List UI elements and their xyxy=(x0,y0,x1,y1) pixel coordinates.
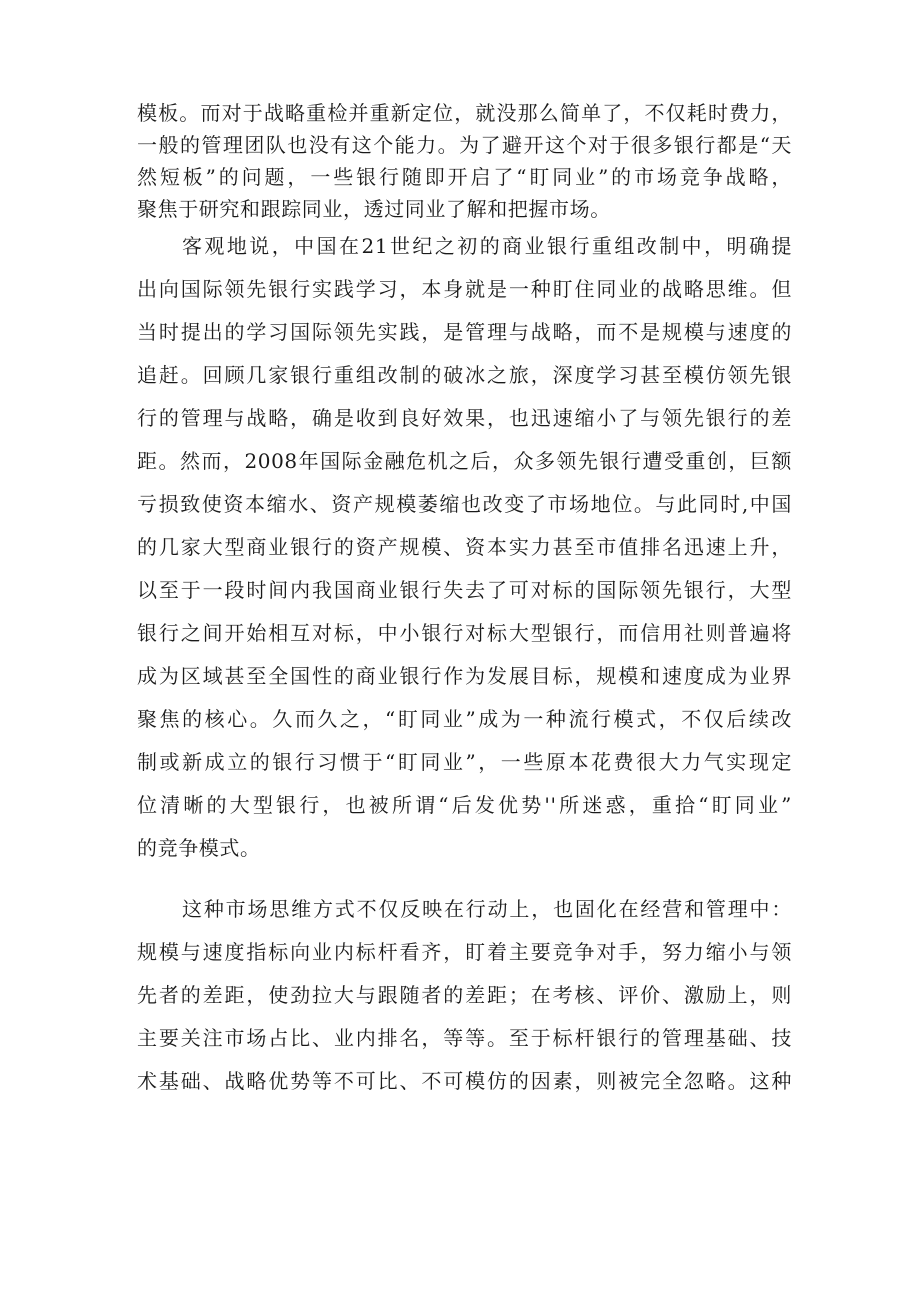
text-line: 以至于一段时间内我国商业银行失去了可对标的国际领先银行，大型 xyxy=(137,578,792,602)
text-line: 客观地说，中国在21世纪之初的商业银行重组改制中，明确提 xyxy=(182,234,792,258)
paragraph-3 xyxy=(137,888,792,1103)
text-line: 模板。而对于战略重检并重新定位，就没那么简单了，不仅耗时费力， xyxy=(137,101,792,125)
text-line: 聚焦于研究和跟踪同业，透过同业了解和把握市场。 xyxy=(137,197,611,221)
text-line: 制或新成立的银行习惯于“盯同业”，一些原本花费很大力气实现定 xyxy=(137,750,792,774)
text-line: 聚焦的核心。久而久之，“盯同业”成为一种流行模式，不仅后续改 xyxy=(137,707,792,731)
paragraph-2 xyxy=(137,225,792,870)
text-line: 先者的差距，使劲拉大与跟随者的差距；在考核、评价、激励上，则 xyxy=(137,983,792,1007)
text-line: 追赶。回顾几家银行重组改制的破冰之旅，深度学习甚至模仿领先银 xyxy=(137,363,792,387)
text-line: 术基础、战略优势等不可比、不可模仿的因素，则被完全忽略。这种 xyxy=(137,1069,792,1093)
text-line: 的几家大型商业银行的资产规模、资本实力甚至市值排名迅速上升， xyxy=(137,535,792,559)
paragraph-1 xyxy=(137,97,792,225)
text-line: 行的管理与战略，确是收到良好效果，也迅速缩小了与领先银行的差 xyxy=(137,406,792,430)
text-line: 成为区域甚至全国性的商业银行作为发展目标，规模和速度成为业界 xyxy=(137,664,792,688)
text-line: 银行之间开始相互对标，中小银行对标大型银行，而信用社则普遍将 xyxy=(137,621,792,645)
text-line: 当时提出的学习国际领先实践，是管理与战略，而不是规模与速度的 xyxy=(137,320,792,344)
text-line: 主要关注市场占比、业内排名，等等。至于标杆银行的管理基础、技 xyxy=(137,1026,792,1050)
text-line: 出向国际领先银行实践学习，本身就是一种盯住同业的战略思维。但 xyxy=(137,277,792,301)
text-line: 位清晰的大型银行，也被所谓“后发优势''所迷惑，重拾“盯同业” xyxy=(137,793,792,817)
text-line: 亏损致使资本缩水、资产规模萎缩也改变了市场地位。与此同时,中国 xyxy=(137,492,792,516)
text-line: 一般的管理团队也没有这个能力。为了避开这个对于很多银行都是“天 xyxy=(137,133,792,157)
text-line: 的竞争模式。 xyxy=(137,836,261,860)
text-line: 距。然而，2008年国际金融危机之后，众多领先银行遭受重创，巨额 xyxy=(137,449,792,473)
text-line: 规模与速度指标向业内标杆看齐，盯着主要竞争对手，努力缩小与领 xyxy=(137,940,792,964)
text-line: 然短板”的问题，一些银行随即开启了“盯同业”的市场竞争战略， xyxy=(137,165,792,189)
text-line: 这种市场思维方式不仅反映在行动上，也固化在经营和管理中： xyxy=(182,897,792,921)
